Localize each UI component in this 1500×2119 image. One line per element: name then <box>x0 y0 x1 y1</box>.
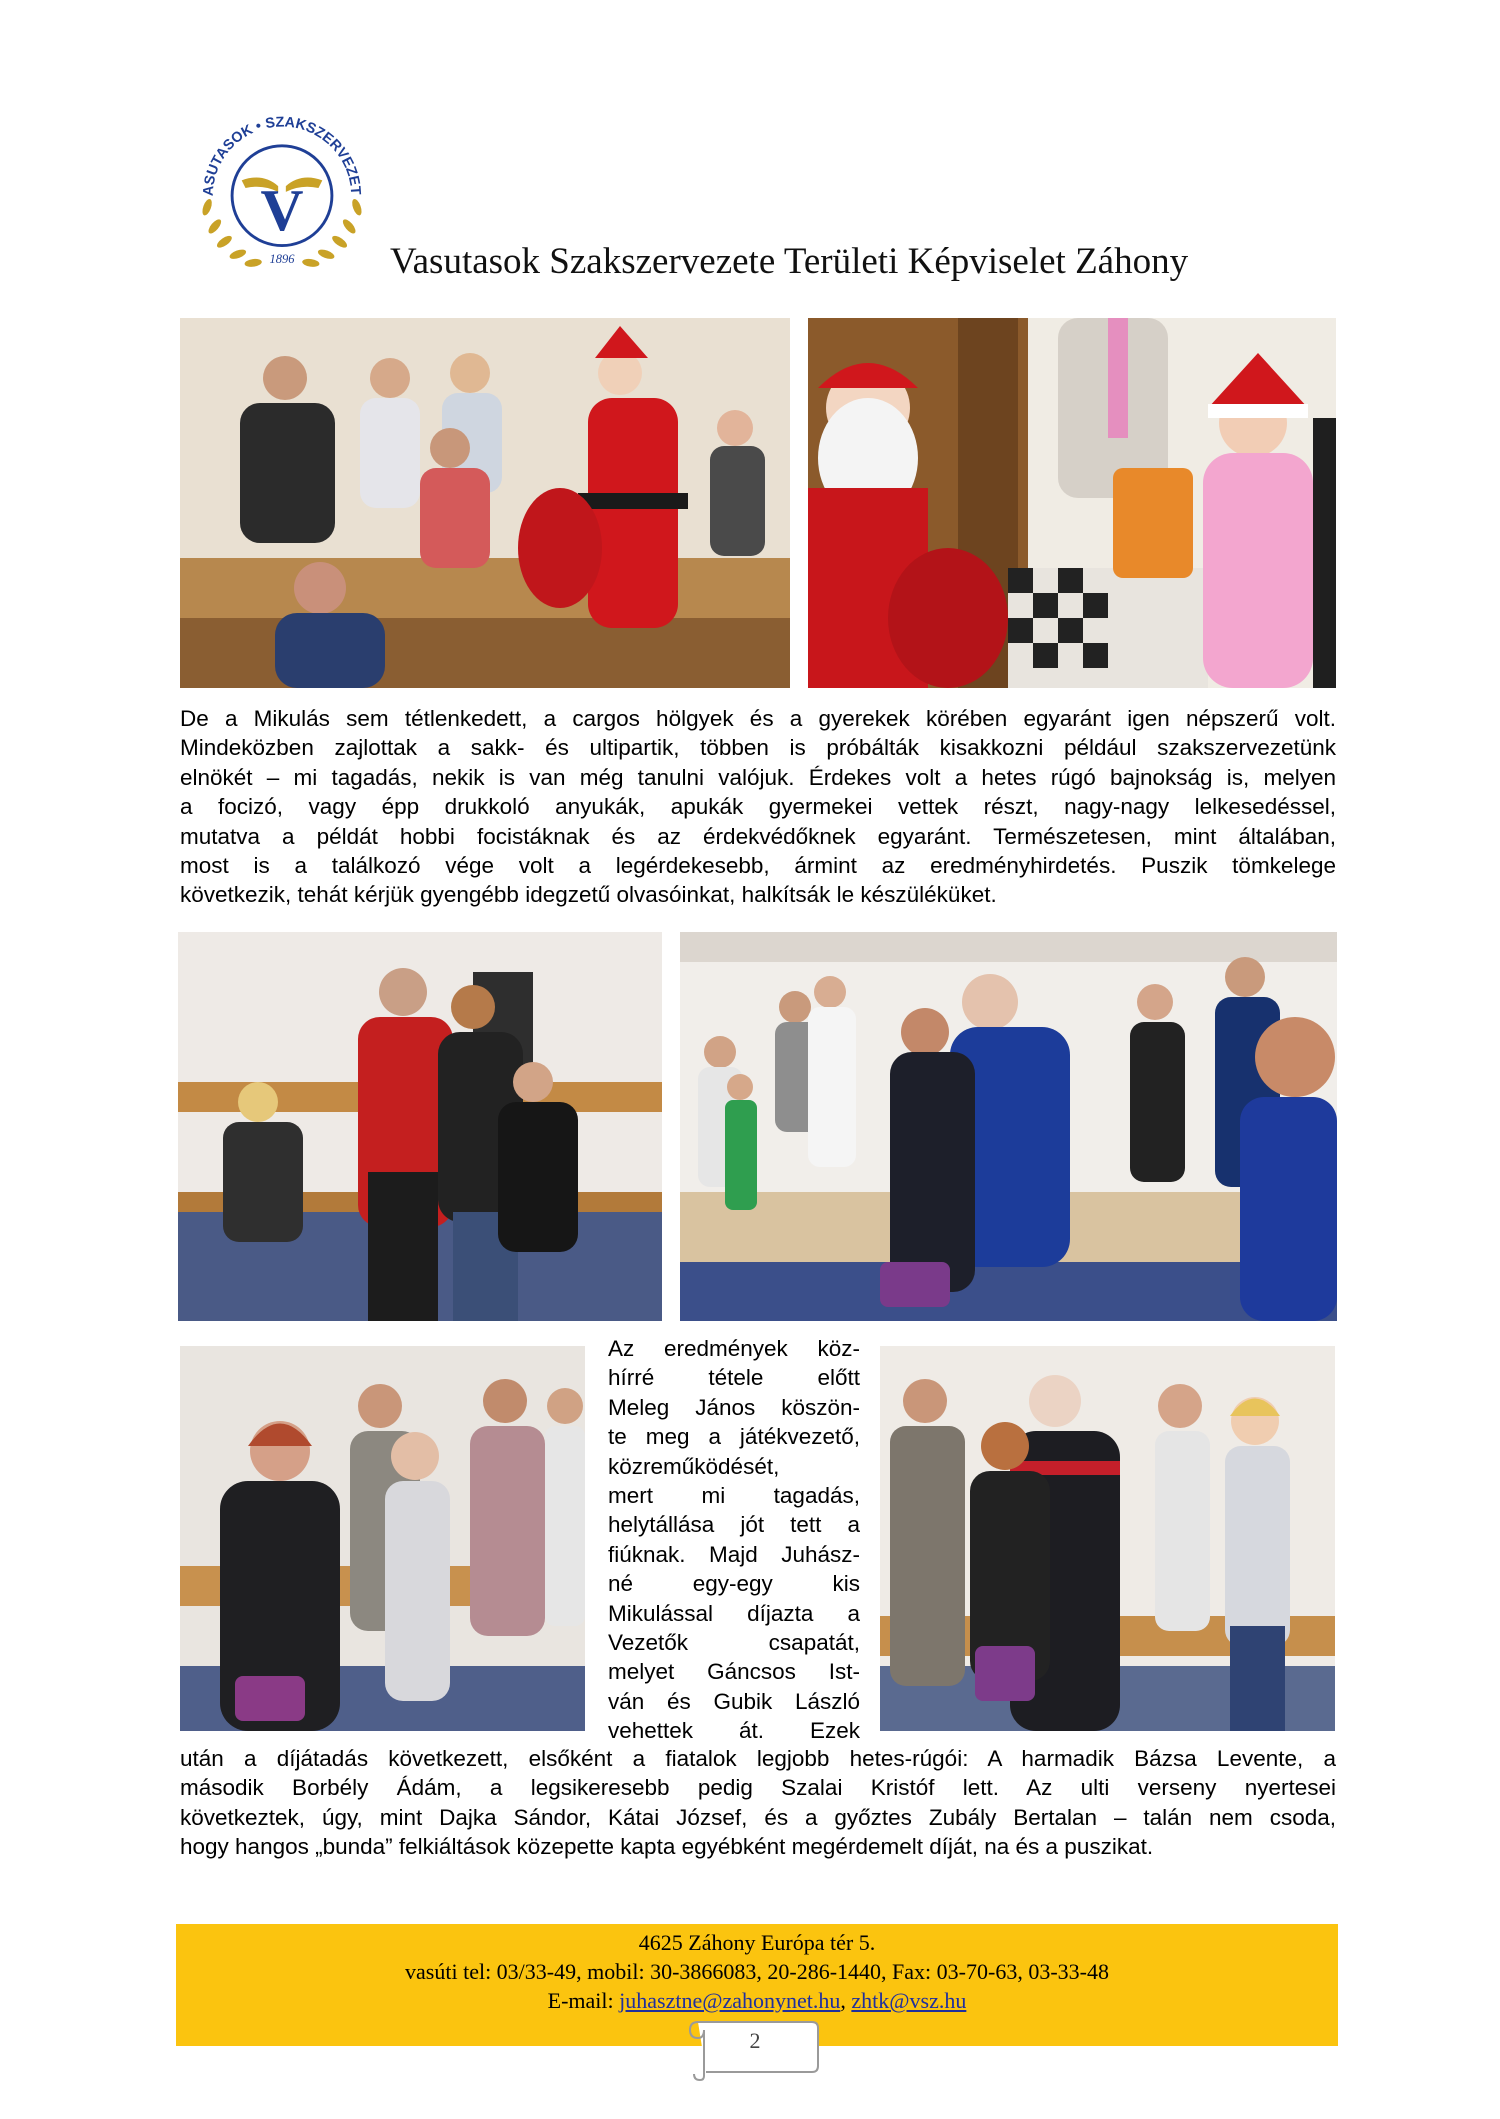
text-line: né egy-egy kis <box>608 1571 860 1597</box>
footer-phones: vasúti tel: 03/33-49, mobil: 30-3866083, 20-286-1440, Fax: 03-70-63, 03-33-48 <box>405 1959 1109 1984</box>
text-line: fiúknak. Majd Juhász- <box>608 1541 860 1567</box>
text-line: következtek, úgy, mint Dajka Sándor, Kátai József, és a győztes Zubály Bertalan – talán nem csoda, <box>180 1804 1336 1830</box>
email-separator: , <box>840 1988 846 2013</box>
svg-text:1896: 1896 <box>269 251 295 266</box>
footer-email-line <box>176 1986 1338 2015</box>
text-line: következik, tehát kérjük gyengébb idegzetű olvasóinkat, halkítsák le készüléküket. <box>180 882 997 908</box>
email-link-juhasztne[interactable]: juhasztne@zahonynet.hu <box>619 1988 841 2013</box>
photo-gym-embrace-group <box>680 932 1337 1321</box>
page-number: 2 <box>749 2028 761 2053</box>
photo-santa-with-families <box>180 318 790 688</box>
photo-award-to-boy <box>180 1346 585 1731</box>
text-line: elnökét – mi tagadás, nekik is van még tanulni valójuk. Érdekes volt a hetes rúgó bajnokság is, melyen <box>180 764 1336 790</box>
photo-santa-giving-gift <box>808 318 1336 688</box>
text-line: mutatva a példát hobbi focistáknak és az érdekvédőknek egyaránt. Természetesen, mint általában, <box>180 823 1336 849</box>
article-paragraph-3 <box>180 1744 1336 1862</box>
text-line: Vezetők csapatát, <box>608 1630 860 1656</box>
text-line: a focizó, vagy épp drukkoló anyukák, apukák gyermekei vettek részt, nagy-nagy lelkesedéssel, <box>180 794 1336 820</box>
text-line: után a díjátadás következett, elsőként a fiatalok legjobb hetes-rúgói: A harmadik Bázsa Levente, a <box>180 1746 1336 1771</box>
text-line: melyet Gáncsos Ist- <box>608 1659 860 1685</box>
text-line: De a Mikulás sem tétlenkedett, a cargos hölgyek és a gyerekek körében egyaránt igen népszerű volt. <box>180 706 1336 731</box>
page-number-scroll <box>686 2016 824 2082</box>
text-line: Mindeközben zajlottak a sakk- és ultipartik, többen is próbálták kisakkozni például szakszervezetünk <box>180 735 1336 761</box>
text-line: mert mi tagadás, <box>608 1483 860 1509</box>
footer-address: 4625 Záhony Európa tér 5. <box>638 1930 876 1955</box>
footer-email-label: E-mail: <box>547 1988 614 2013</box>
article-paragraph-1 <box>180 704 1336 910</box>
text-line: vehettek át. Ezek <box>608 1718 860 1744</box>
photo-elder-hug <box>880 1346 1335 1731</box>
text-line: hogy hangos „bunda” felkiáltások közepette kapta egyébként megérdemelt díját, na és a puszikat. <box>180 1834 1154 1860</box>
text-line: ván és Gubik László <box>608 1688 860 1714</box>
text-line: Az eredmények köz- <box>608 1336 860 1361</box>
union-logo-emblem <box>186 92 378 284</box>
text-line: most is a találkozó vége volt a legérdekesebb, ármint az eredményhirdetés. Puszik tömkelege <box>180 853 1336 879</box>
email-link-zhtk[interactable]: zhtk@vsz.hu <box>851 1988 967 2013</box>
union-logo <box>186 92 378 284</box>
text-line: te meg a játékvezető, <box>608 1424 860 1450</box>
text-line: Mikulással díjazta a <box>608 1600 860 1626</box>
article-paragraph-2 <box>608 1334 860 1746</box>
text-line: közreműködését, <box>608 1453 780 1479</box>
svg-text:VASUTASOK • SZAKSZERVEZETE: ASUTASOK • SZAKSZERVEZET <box>200 114 364 197</box>
organization-title: Vasutasok Szakszervezete Területi Képviselet Záhony <box>390 241 1189 282</box>
text-line: helytállása jót tett a <box>608 1512 860 1538</box>
text-line: hírré tétele előtt <box>608 1365 860 1391</box>
svg-text:V: V <box>260 177 304 244</box>
text-line: második Borbély Ádám, a legsikeresebb pedig Szalai Kristóf lett. Az ulti verseny nyertesei <box>180 1775 1336 1801</box>
photo-gym-greeting <box>178 932 662 1321</box>
text-line: Meleg János köszön- <box>608 1394 860 1420</box>
